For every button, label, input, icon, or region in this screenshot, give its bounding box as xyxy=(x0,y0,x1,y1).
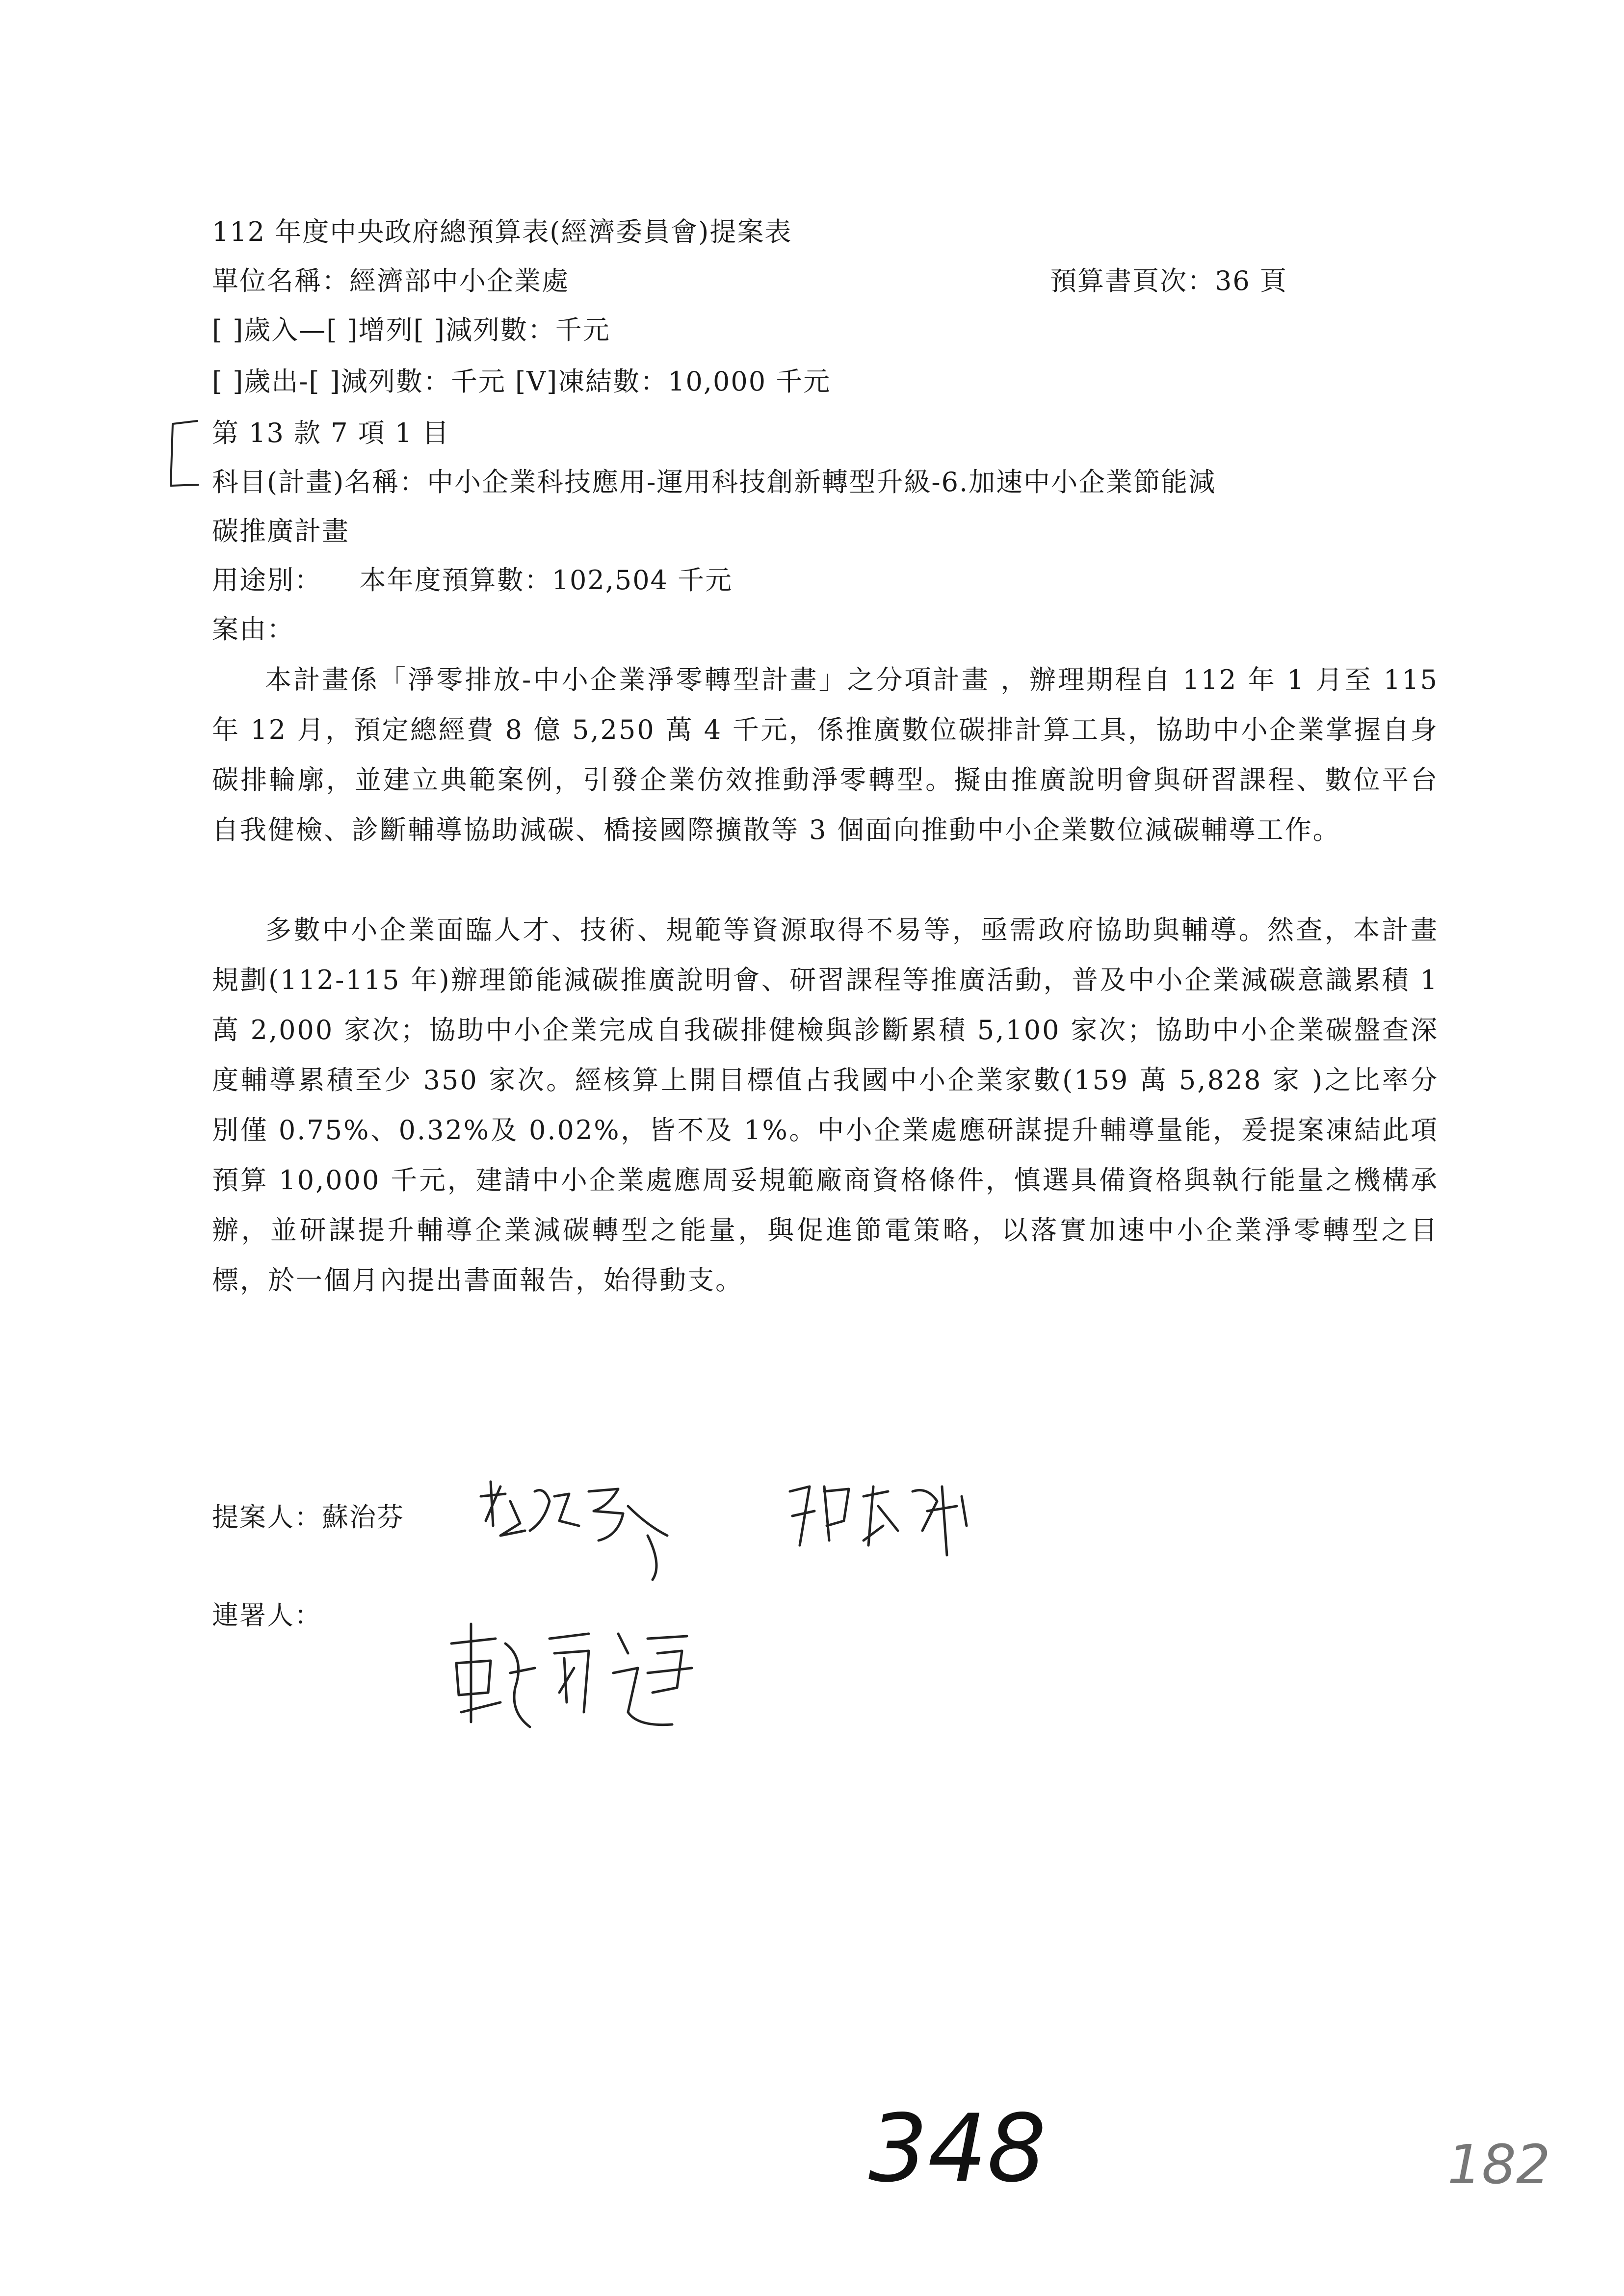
page-number-right: 182 xyxy=(1447,2134,1550,2193)
signature-su-chih-fen xyxy=(471,1467,682,1585)
expense-line: [ ]歲出-[ ]減列數：千元 [V]凍結數：10,000 千元 xyxy=(212,366,831,397)
revenue-line: [ ]歲入—[ ]增列[ ]減列數：千元 xyxy=(212,314,610,345)
signature-chiu-yi-ying xyxy=(780,1472,986,1570)
cosigner-label: 連署人： xyxy=(212,1600,322,1631)
unit-name: 單位名稱：經濟部中小企業處 xyxy=(212,265,569,296)
handwritten-page-number-348 xyxy=(864,2100,1070,2193)
handwritten-page-number-182 xyxy=(1442,2134,1590,2193)
page-number-center: 348 xyxy=(868,2100,1047,2193)
budget-section: 第 13 款 7 項 1 目 xyxy=(212,417,450,448)
signature-cheng-yun-peng xyxy=(442,1614,716,1742)
subject-name-line1: 科目(計畫)名稱：中小企業科技應用-運用科技創新轉型升級-6.加速中小企業節能減 xyxy=(212,467,1216,497)
reason-paragraph-1: 本計畫係「淨零排放-中小企業淨零轉型計畫」之分項計畫 ，辦理期程自 112 年 1 月至 115 年 12 月，預定總經費 8 億 5,250 萬 4 千元，係推廣數位碳排計算工具，協助中小企業掌握自身碳排輪廓，並建立典範案例，引發企業仿效推動淨零轉型。擬由推廣說明會與研習課程、數位平台自我健檢、診斷輔導協助減碳、橋接國際擴散等 3 個面向推動中小企業數位減碳輔導工作。 xyxy=(212,664,1439,845)
reason-label: 案由： xyxy=(212,614,294,645)
usage-budget-line: 用途別： 本年度預算數：102,504 千元 xyxy=(212,565,733,596)
form-title: 112 年度中央政府總預算表(經濟委員會)提案表 xyxy=(212,216,792,247)
subject-name-line2: 碳推廣計畫 xyxy=(212,516,349,547)
proposer-label: 提案人：蘇治芬 xyxy=(212,1502,404,1533)
reason-paragraph-2: 多數中小企業面臨人才、技術、規範等資源取得不易等，亟需政府協助與輔導。然查，本計畫規劃(112-115 年)辦理節能減碳推廣說明會、研習課程等推廣活動，普及中小企業減碳意識累積 1 萬 2,000 家次；協助中小企業完成自我碳排健檢與診斷累積 5,100 家次；協助中小企業碳盤查深度輔導累積至少 350 家次。經核算上開目標值占我國中小企業家數(159 萬 5,828 家 )之比率分別僅 0.75%、0.32%及 0.02%，皆不及 1%。中小企業處應研謀提升輔導量能，爰提案凍結此項預算 10,000 千元，建請中小企業處應周妥規範廠商資格條件，慎選具備資格與執行能量之機構承辦，並研謀提升輔導企業減碳轉型之能量，與促進節電策略，以落實加速中小企業淨零轉型之目標，於一個月內提出書面報告，始得動支。 xyxy=(212,914,1439,1296)
hand-drawn-bracket xyxy=(167,417,201,491)
budget-page-ref: 預算書頁次：36 頁 xyxy=(1050,265,1287,296)
